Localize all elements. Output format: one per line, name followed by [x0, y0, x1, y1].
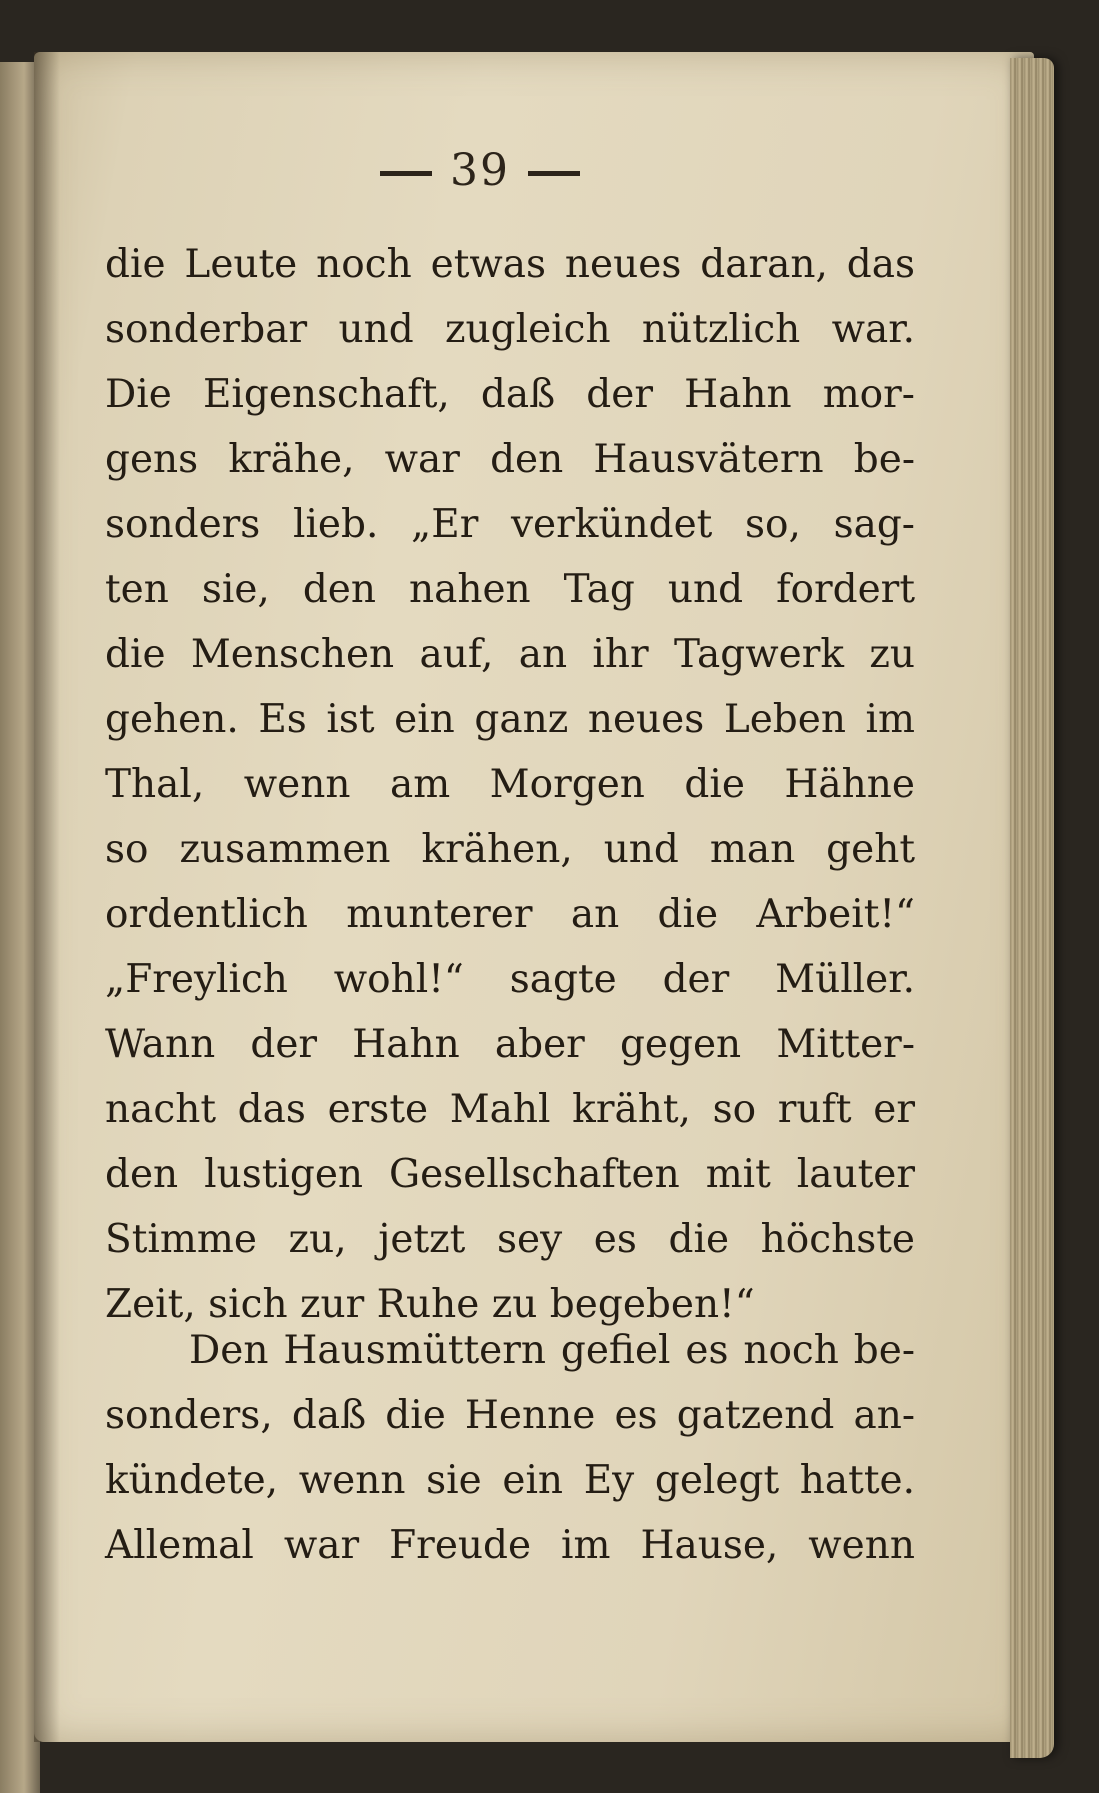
header-dash-left — [380, 171, 432, 176]
text-line: den lustigen Gesellschaften mit lauter — [105, 1152, 915, 1197]
text-line: Zeit, sich zur Ruhe zu begeben!“ — [105, 1282, 755, 1327]
text-line: nacht das erste Mahl kräht, so ruft er — [105, 1087, 915, 1132]
text-line: kündete, wenn sie ein Ey gelegt hatte. — [105, 1458, 915, 1503]
text-line: „Freylich wohl!“ sagte der Müller. — [105, 957, 915, 1002]
text-line: Wann der Hahn aber gegen Mitter- — [105, 1022, 915, 1067]
text-line: Stimme zu, jetzt sey es die höchste — [105, 1217, 915, 1262]
header-dash-right — [528, 171, 580, 176]
text-line: gens krähe, war den Hausvätern be- — [105, 437, 915, 482]
text-line: Thal, wenn am Morgen die Hähne — [105, 762, 915, 807]
page-gutter-shadow — [34, 52, 60, 1742]
text-line: ordentlich munterer an die Arbeit!“ — [105, 892, 915, 937]
page-block-edge — [1010, 58, 1054, 1758]
page-header — [330, 145, 630, 196]
text-line: gehen. Es ist ein ganz neues Leben im — [105, 697, 915, 742]
paragraph-2 — [105, 1318, 915, 1578]
text-line: Den Hausmüttern gefiel es noch be- — [189, 1328, 915, 1373]
text-line: ten sie, den nahen Tag und fordert — [105, 567, 915, 612]
text-line: sonderbar und zugleich nützlich war. — [105, 307, 915, 352]
text-line: die Leute noch etwas neues daran, das — [105, 242, 915, 287]
text-line: so zusammen krähen, und man geht — [105, 827, 915, 872]
text-line: sonders lieb. „Er verkündet so, sag- — [105, 502, 915, 547]
page-number: 39 — [450, 145, 510, 196]
text-line: sonders, daß die Henne es gatzend an- — [105, 1393, 915, 1438]
text-line: Allemal war Freude im Hause, wenn — [105, 1523, 915, 1568]
paragraph-1 — [105, 232, 915, 1337]
text-line: Die Eigenschaft, daß der Hahn mor- — [105, 372, 915, 417]
text-line: die Menschen auf, an ihr Tagwerk zu — [105, 632, 915, 677]
